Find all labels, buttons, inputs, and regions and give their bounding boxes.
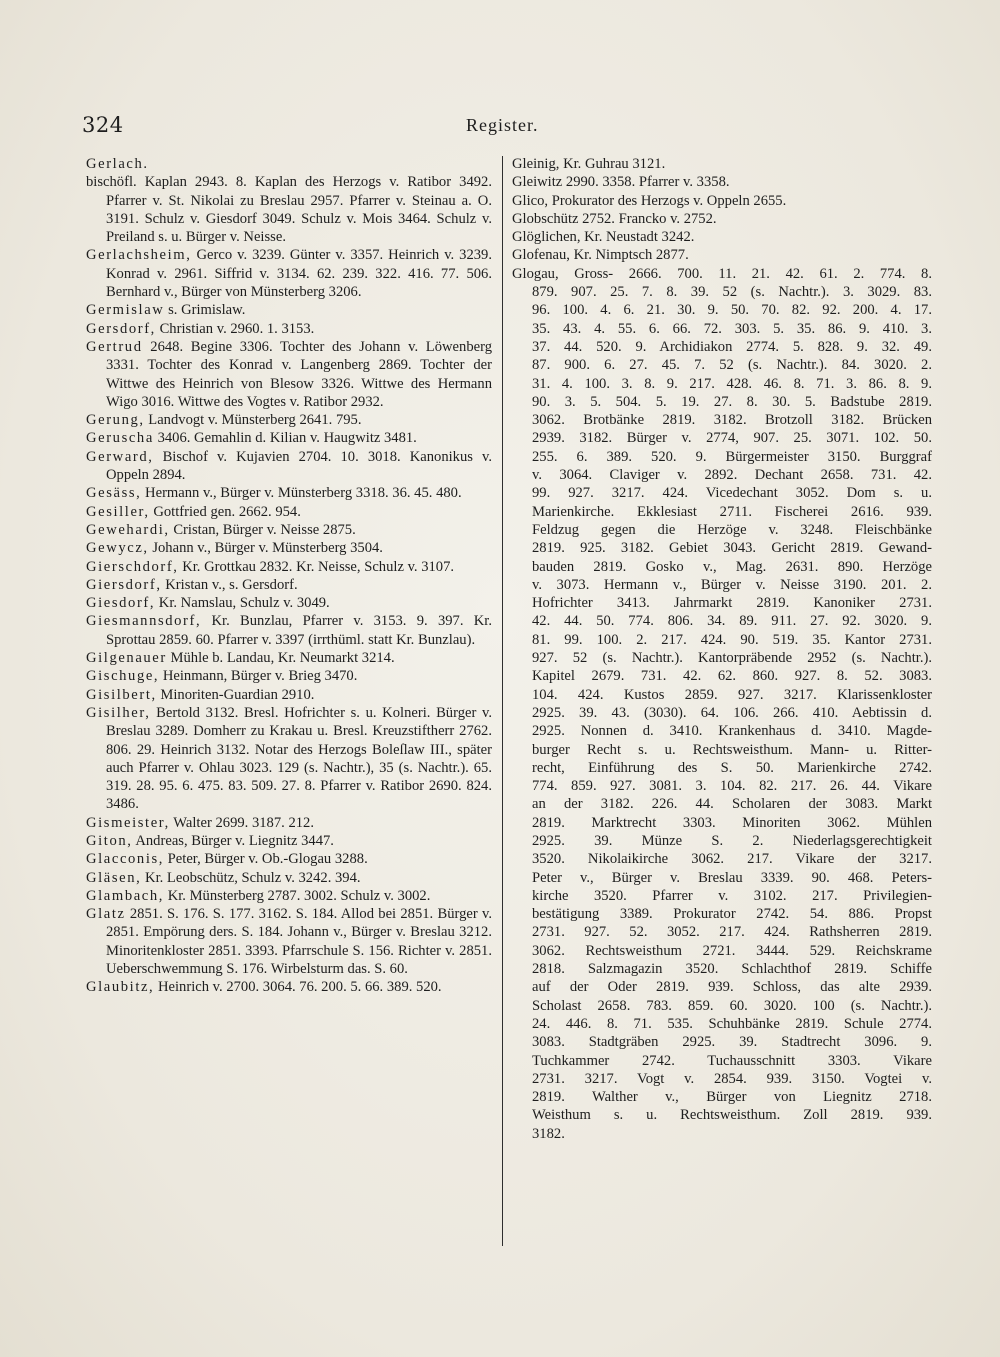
- entry-text: 2648. Begine 3306. Tochter des Johann v. Löwenberg 3331. Tochter des Konrad v. Langenberg 2869. Tochter der Wittwe des Heinrich von Blesow 3326. Wittwe des Hermann Wigo 3016. Wittwe des Vogtes v. Ratibor 2932.: [106, 338, 492, 410]
- entry-text: Andreas, Bürger v. Liegnitz 3447.: [135, 832, 334, 849]
- index-entry-continuation-line: 104. 424. Kustos 2859. 927. 3217. Klarissenkloster: [532, 686, 932, 703]
- index-entry-line: Gleinig, Kr. Guhrau 3121.: [512, 156, 666, 172]
- entry-headword: Gerlachsheim,: [86, 247, 192, 264]
- index-entry: [86, 686, 492, 704]
- index-entry-continuation-line: 90. 3. 5. 504. 5. 19. 27. 8. 30. 5. Badstube 2819.: [532, 393, 932, 410]
- entry-headword: Gläsen,: [86, 869, 142, 886]
- index-entry: [86, 448, 492, 485]
- index-entry-continuation-line: 2925. Nonnen d. 3410. Krankenhaus d. 3410. Magde-: [532, 723, 932, 740]
- index-entry-line: Glöglichen, Kr. Neustadt 3242.: [512, 229, 695, 246]
- index-entry-continuation-line: 3062. Brotbänke 2819. 3182. Brotzoll 3182. Brücken: [532, 412, 932, 429]
- index-entry-continuation-line: an der 3182. 226. 44. Scholaren der 3083. Markt: [532, 796, 932, 813]
- entry-text: Kr. Münsterberg 2787. 3002. Schulz v. 3002.: [167, 887, 431, 904]
- index-entry-continuation-line: Scholast 2658. 783. 859. 60. 3020. 100 (s. Nachtr.).: [532, 997, 932, 1014]
- index-entry: [86, 558, 492, 576]
- index-entry: [86, 869, 492, 887]
- index-entry: [86, 887, 492, 905]
- entry-headword: Glaubitz,: [86, 979, 155, 996]
- index-entry-continuation-line: 42. 44. 50. 774. 806. 34. 89. 911. 27. 92. 3020. 9.: [532, 613, 932, 630]
- entry-headword: Giesdorf,: [86, 595, 156, 612]
- entry-text: Bischof v. Kujavien 2704. 10. 3018. Kanonikus v. Oppeln 2894.: [106, 448, 492, 484]
- entry-text: s. Grimislaw.: [168, 302, 246, 319]
- entry-text: Johann v., Bürger v. Münsterberg 3504.: [152, 540, 383, 557]
- running-head: Register.: [466, 115, 539, 135]
- entry-text: Kr. Namslau, Schulz v. 3049.: [158, 595, 330, 612]
- index-entry: [86, 155, 492, 173]
- index-entry: [86, 704, 492, 814]
- entry-text: Hermann v., Bürger v. Münsterberg 3318. 36. 45. 480.: [145, 485, 462, 502]
- index-entry: [86, 594, 492, 612]
- entry-headword: Glacconis,: [86, 851, 165, 868]
- entry-text: Heinrich v. 2700. 3064. 76. 200. 5. 66. 389. 520.: [157, 979, 442, 996]
- index-entry-continuation-line: 2939. 3182. Bürger v. 2774, 907. 25. 3071. 102. 50.: [532, 430, 932, 447]
- index-entry: [86, 429, 492, 447]
- index-entry: [86, 411, 492, 429]
- entry-text: Kr. Bunzlau, Pfarrer v. 3153. 9. 397. Kr. Sprottau 2859. 60. Pfarrer v. 3397 (irrthüml. statt Kr. Bunzlau).: [106, 613, 492, 648]
- index-entry: [86, 484, 492, 502]
- index-entry-continuation-line: 87. 900. 6. 27. 45. 7. 52 (s. Nachtr.). 84. 3020. 2.: [532, 357, 932, 374]
- index-entry: [86, 612, 492, 649]
- entry-headword: Giersdorf,: [86, 576, 162, 593]
- index-entry-continuation-line: v. 3073. Hermann v., Bürger v. Neisse 3190. 201. 2.: [532, 576, 932, 593]
- entry-text: Minoriten-Guardian 2910.: [160, 686, 315, 703]
- entry-text: Walter 2699. 3187. 212.: [173, 814, 314, 831]
- index-entry-continuation-line: auf der Oder 2819. 939. Schloss, das alte 2939.: [532, 979, 932, 996]
- index-entry: [86, 338, 492, 411]
- entry-headword: Gerward,: [86, 448, 154, 465]
- index-entry-continuation-line: 35. 43. 4. 55. 6. 66. 72. 303. 5. 35. 86. 9. 410. 3.: [532, 320, 932, 337]
- index-entry-line: Glogau, Gross- 2666. 700. 11. 21. 42. 61. 2. 774. 8.: [512, 265, 932, 282]
- index-entry: [86, 320, 492, 338]
- index-entry-continuation-line: Peter v., Bürger v. Breslau 3339. 90. 468. Peters-: [532, 869, 932, 886]
- index-entry: [86, 521, 492, 539]
- entry-headword: Gierschdorf,: [86, 558, 179, 575]
- entry-text: Kristan v., s. Gersdorf.: [165, 576, 298, 593]
- entry-text: Gottfried gen. 2662. 954.: [153, 503, 301, 520]
- entry-text: Peter, Bürger v. Ob.-Glogau 3288.: [167, 851, 368, 868]
- index-entry-continuation-line: v. 3064. Claviger v. 2892. Dechant 2658. 731. 42.: [532, 467, 932, 484]
- index-entry-continuation-line: 81. 99. 100. 2. 217. 424. 90. 519. 35. Kantor 2731.: [532, 631, 932, 648]
- entry-headword: Gersdorf,: [86, 320, 156, 337]
- index-column-left: [86, 155, 492, 997]
- index-entry-continuation-line: 37. 44. 520. 9. Archidiakon 2774. 5. 828. 9. 32. 49.: [532, 338, 932, 355]
- entry-headword: Gerlach.: [86, 156, 149, 172]
- entry-text: Heinmann, Bürger v. Brieg 3470.: [162, 668, 358, 685]
- entry-text: Mühle b. Landau, Kr. Neumarkt 3214.: [170, 650, 395, 667]
- entry-text: Landvogt v. Münsterberg 2641. 795.: [148, 412, 362, 429]
- index-entry: [86, 301, 492, 319]
- index-entry-continuation-line: 99. 927. 3217. 424. Vicedechant 3052. Dom s. u.: [532, 485, 932, 502]
- entry-headword: Gertrud: [86, 338, 143, 355]
- entry-text: Bertold 3132. Bresl. Hofrichter s. u. Kolneri. Bürger v. Breslau 3289. Domherr zu Krakau u. Bresl. Kreuzstiftherr 2762. 806. 29. Heinrich 3132. Notar des Herzogs Boleſlaw III., später auch Pfarrer v. Ohlau 3023. 129 (s. Nachtr.), 35 (s. Nachtr.). 65. 319. 28. 95. 6. 475. 83. 509. 27. 8. Pfarrer v. Ratibor 2690. 824. 3486.: [106, 704, 492, 813]
- index-entry-continuation-line: 2925. 39. Münze S. 2. Niederlagsgerechtigkeit: [532, 832, 932, 849]
- entry-headword: Gesäss,: [86, 485, 142, 502]
- index-entry-continuation-line: 927. 52 (s. Nachtr.). Kantorpräbende 2952 (s. Nachtr.).: [532, 650, 932, 667]
- index-entry-continuation-line: 3083. Stadtgräben 2925. 39. Stadtrecht 3096. 9.: [532, 1034, 932, 1051]
- entry-text: Gerco v. 3239. Günter v. 3357. Heinrich v. 3239. Konrad v. 2961. Siffrid v. 3134. 62. 239. 322. 416. 77. 506. Bernhard v., Bürger von Münsterberg 3206.: [106, 247, 493, 301]
- index-entry: [86, 850, 492, 868]
- index-entry-continuation-line: 2731. 3217. Vogt v. 2854. 939. 3150. Vogtei v.: [532, 1070, 932, 1087]
- entry-headword: Gewehardi,: [86, 521, 170, 538]
- index-entry: [86, 246, 492, 301]
- index-entry-continuation-line: Marienkirche. Ekklesiast 2711. Fischerei 2616. 939.: [532, 503, 932, 520]
- entry-headword: Gisilbert,: [86, 686, 157, 703]
- entry-headword: Giesmannsdorf,: [86, 613, 202, 630]
- index-entry: [86, 905, 492, 978]
- entry-headword: Giton,: [86, 832, 133, 849]
- index-entry-continuation-line: 2731. 927. 52. 3052. 217. 424. Rathsherren 2819.: [532, 924, 932, 941]
- entry-headword: Geruscha: [86, 430, 154, 447]
- index-entry: [86, 814, 492, 832]
- index-entry-line: Glofenau, Kr. Nimptsch 2877.: [512, 247, 689, 264]
- index-entry-continuation-line: 3182.: [532, 1125, 565, 1142]
- index-entry-continuation-line: kirche 3520. Pfarrer v. 3102. 217. Privilegien-: [532, 887, 932, 904]
- entry-headword: Gewycz,: [86, 540, 149, 557]
- index-entry-continuation-line: Kapitel 2679. 731. 42. 62. 860. 927. 8. 52. 3083.: [532, 668, 932, 685]
- column-divider: [502, 156, 503, 1246]
- index-entry-continuation-line: burger Recht s. u. Rechtsweisthum. Mann- u. Ritter-: [532, 741, 932, 758]
- entry-text: 3406. Gemahlin d. Kilian v. Haugwitz 3481.: [157, 430, 417, 447]
- index-entry-continuation-line: 2925. 39. 43. (3030). 64. 106. 266. 410. Aebtissin d.: [532, 704, 932, 721]
- entry-text: bischöfl. Kaplan 2943. 8. Kaplan des Herzogs v. Ratibor 3492. Pfarrer v. St. Nikolai zu Breslau 2957. Pfarrer v. Steinau a. O. 3191. Schulz v. Giesdorf 3049. Schulz v. Mois 3464. Schulz v. Preiland s. u. Bürger v. Neisse.: [86, 174, 492, 246]
- index-column-right: [512, 155, 932, 1143]
- entry-headword: Glatz: [86, 906, 126, 923]
- index-entry: [86, 503, 492, 521]
- index-entry-continuation-line: 774. 859. 927. 3081. 3. 104. 82. 217. 26. 44. Vikare: [532, 778, 932, 795]
- index-entry-continuation-line: bauden 2819. Gosko v., Mag. 2631. 890. Herzöge: [532, 558, 932, 575]
- entry-headword: Gilgenauer: [86, 650, 167, 667]
- entry-text: Kr. Leobschütz, Schulz v. 3242. 394.: [145, 869, 361, 886]
- entry-headword: Glambach,: [86, 887, 165, 904]
- index-entry: [86, 978, 492, 996]
- index-entry-line: Glico, Prokurator des Herzogs v. Oppeln 2655.: [512, 192, 787, 209]
- index-entry-continuation-line: 255. 6. 389. 520. 9. Bürgermeister 3150. Burggraf: [532, 448, 932, 465]
- index-entry: [86, 173, 492, 246]
- entry-headword: Gesiller,: [86, 503, 150, 520]
- index-entry: [86, 832, 492, 850]
- index-entry-continuation-line: 2819. 925. 3182. Gebiet 3043. Gericht 2819. Gewand-: [532, 540, 932, 557]
- index-entry: [86, 576, 492, 594]
- index-entry-continuation-line: 3520. Nikolaikirche 3062. 217. Vikare der 3217.: [532, 851, 932, 868]
- index-entry-continuation-line: recht, Einführung des S. 50. Marienkirche 2742.: [532, 759, 932, 776]
- index-entry-continuation-line: 31. 4. 100. 3. 8. 9. 217. 428. 46. 8. 71. 3. 86. 8. 9.: [532, 375, 932, 392]
- index-entry: [86, 667, 492, 685]
- entry-headword: Gisilher,: [86, 704, 151, 721]
- entry-text: Kr. Grottkau 2832. Kr. Neisse, Schulz v. 3107.: [182, 558, 455, 575]
- entry-headword: Gischuge,: [86, 668, 160, 685]
- index-entry-continuation-line: Tuchkammer 2742. Tuchausschnitt 3303. Vikare: [532, 1052, 932, 1069]
- index-entry-continuation-line: Feldzug gegen die Herzöge v. 3248. Fleischbänke: [532, 521, 932, 538]
- index-entry-line: Gleiwitz 2990. 3358. Pfarrer v. 3358.: [512, 174, 730, 191]
- index-entry-continuation-line: Hofrichter 3413. Jahrmarkt 2819. Kanoniker 2731.: [532, 595, 932, 612]
- index-entry: [86, 539, 492, 557]
- index-entry-line: Globschütz 2752. Francko v. 2752.: [512, 210, 717, 227]
- entry-headword: Gerung,: [86, 412, 145, 429]
- index-entry-continuation-line: Weisthum s. u. Rechtsweisthum. Zoll 2819. 939.: [532, 1107, 932, 1124]
- index-entry-continuation-line: 879. 907. 25. 7. 8. 39. 52 (s. Nachtr.). 3. 3029. 83.: [532, 284, 932, 301]
- index-entry-continuation-line: bestätigung 3389. Prokurator 2742. 54. 886. Propst: [532, 906, 932, 923]
- entry-headword: Germislaw: [86, 302, 165, 319]
- index-entry-continuation-line: 96. 100. 4. 6. 21. 30. 9. 50. 70. 82. 92. 200. 4. 17.: [532, 302, 932, 319]
- entry-headword: Gismeister,: [86, 814, 170, 831]
- index-entry-continuation-line: 2818. Salzmagazin 3520. Schlachthof 2819. Schiffe: [532, 961, 932, 978]
- index-entry: [86, 649, 492, 667]
- index-entry-continuation-line: 2819. Walther v., Bürger von Liegnitz 2718.: [532, 1089, 932, 1106]
- index-entry-continuation-line: 2819. Marktrecht 3303. Minoriten 3062. Mühlen: [532, 814, 932, 831]
- entry-text: Cristan, Bürger v. Neisse 2875.: [173, 521, 356, 538]
- index-entry-continuation-line: 3062. Rechtsweisthum 2721. 3444. 529. Reichskrame: [532, 942, 932, 959]
- entry-text: 2851. S. 176. S. 177. 3162. S. 184. Allod bei 2851. Bürger v. 2851. Empörung ders. S. 184. Johann v., Bürger v. Breslau 3212. Minoritenkloster 2851. 3393. Pfarrschule S. 156. Richter v. 2851. Ueberschwemmung S. 176. Wirbelsturm das. S. 60.: [106, 906, 492, 978]
- entry-text: Christian v. 2960. 1. 3153.: [159, 320, 315, 337]
- index-entry-continuation-line: 24. 446. 8. 71. 535. Schuhbänke 2819. Schule 2774.: [532, 1015, 932, 1032]
- page-number: 324: [82, 113, 124, 137]
